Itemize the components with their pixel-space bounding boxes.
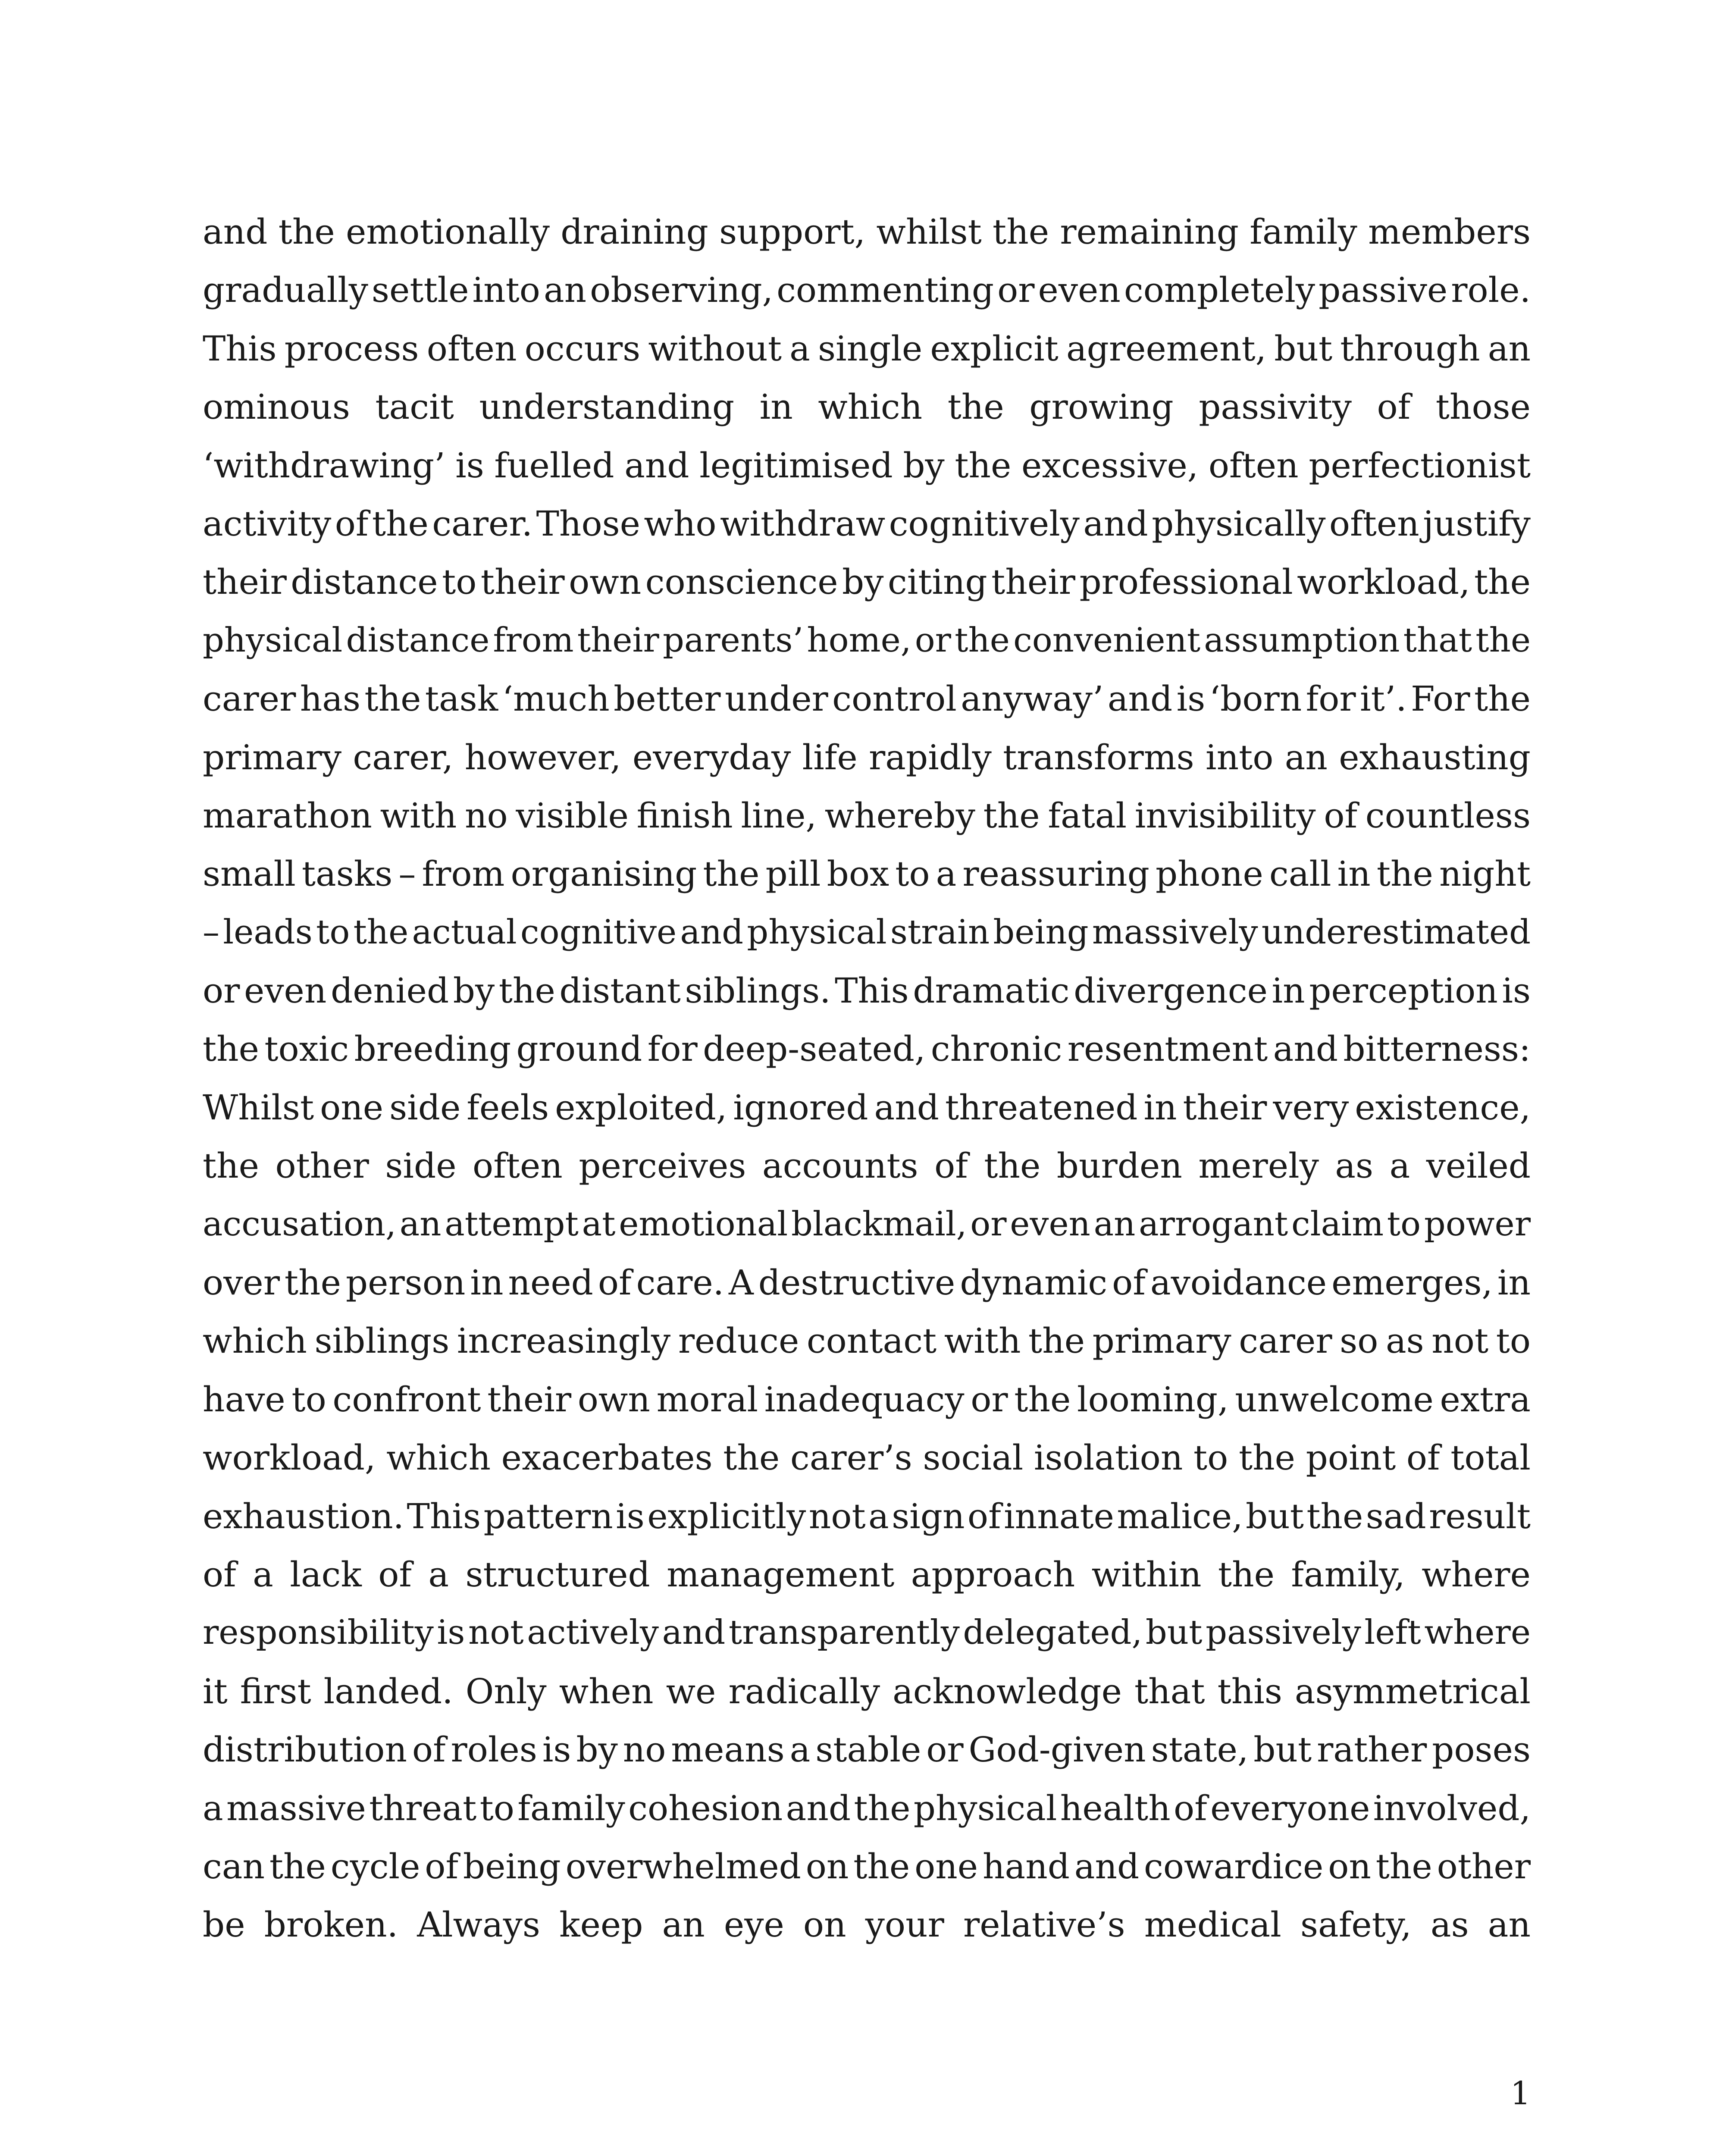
text-line: exhaustion. This pattern is explicitly not a sign of innate malice, but the sad result bbox=[203, 1496, 1531, 1536]
text-line: – leads to the actual cognitive and physical strain being massively underestimated bbox=[203, 912, 1531, 952]
text-line: be broken. Always keep an eye on your relative’s medical safety, as an bbox=[203, 1905, 1531, 1945]
text-line: primary carer, however, everyday life rapidly transforms into an exhausting bbox=[203, 737, 1531, 777]
text-line: ominous tacit understanding in which the growing passivity of those bbox=[203, 387, 1531, 427]
text-line: over the person in need of care. A destructive dynamic of avoidance emerges, in bbox=[203, 1263, 1531, 1303]
text-line: marathon with no visible finish line, whereby the fatal invisibility of countless bbox=[203, 795, 1531, 836]
text-line: responsibility is not actively and transparently delegated, but passively left where bbox=[203, 1613, 1531, 1652]
text-line: of a lack of a structured management approach within the family, where bbox=[203, 1554, 1531, 1595]
text-line: workload, which exacerbates the carer’s social isolation to the point of total bbox=[203, 1438, 1531, 1478]
text-line: This process often occurs without a single explicit agreement, but through an bbox=[203, 328, 1531, 369]
text-line: physical distance from their parents’ home, or the convenient assumption that the bbox=[203, 620, 1531, 660]
text-line: can the cycle of being overwhelmed on the one hand and cowardice on the other bbox=[203, 1846, 1531, 1887]
text-line: activity of the carer. Those who withdraw cognitively and physically often justify bbox=[203, 503, 1531, 544]
text-line: which siblings increasingly reduce contact with the primary carer so as not to bbox=[203, 1321, 1531, 1361]
text-line: the other side often perceives accounts of the burden merely as a veiled bbox=[203, 1146, 1531, 1186]
text-line: accusation, an attempt at emotional blackmail, or even an arrogant claim to power bbox=[203, 1204, 1531, 1244]
text-line: have to confront their own moral inadequacy or the looming, unwelcome extra bbox=[203, 1379, 1531, 1420]
text-line: carer has the task ‘much better under control anyway’ and is ‘born for it’. For the bbox=[203, 679, 1531, 719]
text-line: their distance to their own conscience by citing their professional workload, the bbox=[203, 562, 1531, 602]
text-line: small tasks – from organising the pill box to a reassuring phone call in the night bbox=[203, 854, 1531, 894]
page-number: 1 bbox=[1510, 2075, 1531, 2112]
text-line: it first landed. Only when we radically acknowledge that this asymmetrical bbox=[203, 1671, 1531, 1711]
text-line: the toxic breeding ground for deep-seated, chronic resentment and bitterness: bbox=[203, 1029, 1531, 1069]
text-line: Whilst one side feels exploited, ignored and threatened in their very existence, bbox=[203, 1087, 1531, 1128]
text-line: ‘withdrawing’ is fuelled and legitimised by the excessive, often perfectionist bbox=[203, 445, 1531, 486]
text-line: gradually settle into an observing, commenting or even completely passive role. bbox=[203, 270, 1531, 310]
text-line: or even denied by the distant siblings. This dramatic divergence in perception is bbox=[203, 971, 1531, 1011]
text-line: and the emotionally draining support, whilst the remaining family members bbox=[203, 212, 1531, 252]
body-paragraph bbox=[203, 203, 1531, 1954]
text-line: distribution of roles is by no means a stable or God-given state, but rather poses bbox=[203, 1730, 1531, 1770]
text-line: a massive threat to family cohesion and the physical health of everyone involved, bbox=[203, 1788, 1531, 1828]
